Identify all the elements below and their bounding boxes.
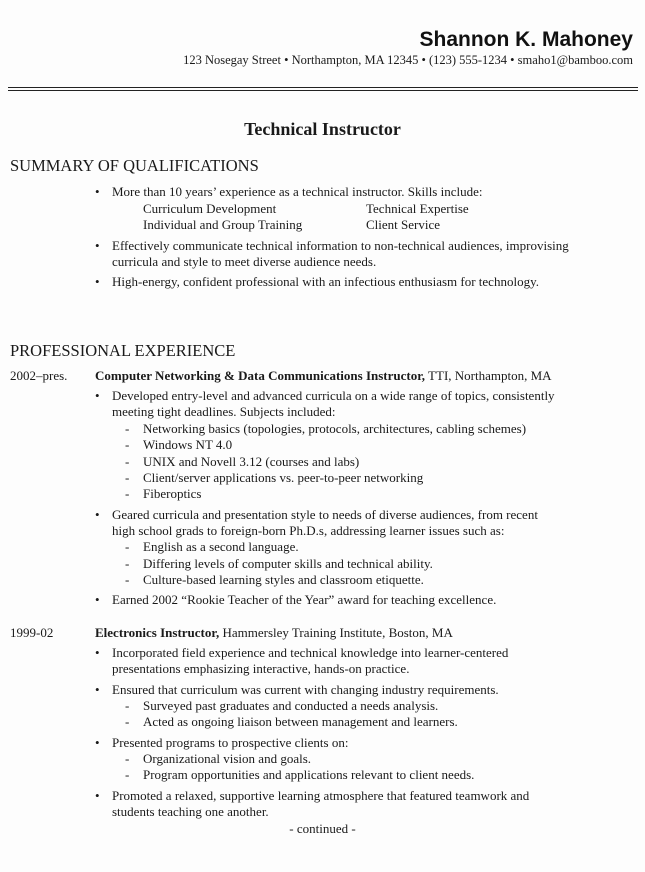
skill: Curriculum Development	[143, 201, 277, 216]
sub-item: Surveyed past graduates and conducted a needs analysis.	[143, 698, 439, 713]
sub-item: Networking basics (topologies, protocols, architectures, cabling schemes)	[143, 421, 527, 436]
bullet-icon: •	[95, 735, 100, 750]
contact-info: 123 Nosegay Street • Northampton, MA 12345 • (123) 555-1234 • smaho1@bamboo.com	[183, 53, 633, 67]
summary-bullet-cont: curricula and style to meet diverse audience needs.	[112, 254, 377, 269]
dash-icon: -	[125, 454, 130, 469]
job-position	[95, 368, 552, 384]
dash-icon: -	[125, 714, 130, 729]
sub-item: Program opportunities and applications relevant to client needs.	[143, 767, 475, 782]
bullet-icon: •	[95, 388, 100, 403]
sub-item: Acted as ongoing liaison between management and learners.	[143, 714, 458, 729]
sub-item: UNIX and Novell 3.12 (courses and labs)	[143, 454, 360, 469]
continued-note: - continued -	[289, 821, 356, 836]
dash-icon: -	[125, 556, 130, 571]
dash-icon: -	[125, 421, 130, 436]
sub-item: Windows NT 4.0	[143, 437, 233, 452]
job-bullet: Earned 2002 “Rookie Teacher of the Year” award for teaching excellence.	[112, 592, 497, 607]
summary-bullet: More than 10 years’ experience as a technical instructor. Skills include:	[112, 184, 483, 199]
dash-icon: -	[125, 486, 130, 501]
job-bullet-cont: presentations emphasizing interactive, hands-on practice.	[112, 661, 410, 676]
job-org: TTI, Northampton, MA	[425, 368, 552, 383]
skill: Technical Expertise	[366, 201, 469, 216]
job-bullet: Presented programs to prospective clients on:	[112, 735, 349, 750]
job-bullet: Incorporated field experience and technical knowledge into learner-centered	[112, 645, 509, 660]
job-position-title: Computer Networking & Data Communications Instructor,	[95, 368, 426, 383]
bullet-icon: •	[95, 238, 100, 253]
job-bullet: Promoted a relaxed, supportive learning atmosphere that featured teamwork and	[112, 788, 530, 803]
skill: Individual and Group Training	[143, 217, 303, 232]
bullet-icon: •	[95, 592, 100, 607]
dash-icon: -	[125, 572, 130, 587]
dash-icon: -	[125, 470, 130, 485]
summary-bullet: Effectively communicate technical information to non-technical audiences, improvising	[112, 238, 569, 253]
sub-item: Client/server applications vs. peer-to-peer networking	[143, 470, 424, 485]
sub-item: Culture-based learning styles and classroom etiquette.	[143, 572, 424, 587]
job-bullet-cont: meeting tight deadlines. Subjects included:	[112, 404, 336, 419]
sub-item: Differing levels of computer skills and technical ability.	[143, 556, 433, 571]
job-position	[95, 625, 453, 641]
dash-icon: -	[125, 539, 130, 554]
job-bullet-cont: high school grads to foreign-born Ph.D.s, addressing learner issues such as:	[112, 523, 505, 538]
sub-item: Organizational vision and goals.	[143, 751, 312, 766]
dash-icon: -	[125, 751, 130, 766]
job-bullet: Geared curricula and presentation style to needs of diverse audiences, from recent	[112, 507, 538, 522]
job-dates: 2002–pres.	[10, 368, 68, 383]
dash-icon: -	[125, 767, 130, 782]
summary-bullet: High-energy, confident professional with an infectious enthusiasm for technology.	[112, 274, 539, 289]
sub-item: Fiberoptics	[143, 486, 202, 501]
dash-icon: -	[125, 698, 130, 713]
summary-heading: SUMMARY OF QUALIFICATIONS	[10, 156, 259, 175]
header-rule	[8, 87, 638, 88]
bullet-icon: •	[95, 274, 100, 289]
sub-item: English as a second language.	[143, 539, 299, 554]
bullet-icon: •	[95, 788, 100, 803]
job-bullet: Developed entry-level and advanced curricula on a wide range of topics, consistently	[112, 388, 555, 403]
job-bullet-cont: students teaching one another.	[112, 804, 269, 819]
job-org: Hammersley Training Institute, Boston, MA	[219, 625, 453, 640]
job-position-title: Electronics Instructor,	[95, 625, 220, 640]
bullet-icon: •	[95, 507, 100, 522]
header-rule	[8, 90, 638, 91]
bullet-icon: •	[95, 645, 100, 660]
skill: Client Service	[366, 217, 441, 232]
experience-heading: PROFESSIONAL EXPERIENCE	[10, 341, 236, 360]
bullet-icon: •	[95, 184, 100, 199]
dash-icon: -	[125, 437, 130, 452]
job-dates: 1999-02	[10, 625, 54, 640]
candidate-name: Shannon K. Mahoney	[419, 28, 633, 51]
bullet-icon: •	[95, 682, 100, 697]
job-bullet: Ensured that curriculum was current with changing industry requirements.	[112, 682, 499, 697]
job-title: Technical Instructor	[244, 119, 401, 139]
